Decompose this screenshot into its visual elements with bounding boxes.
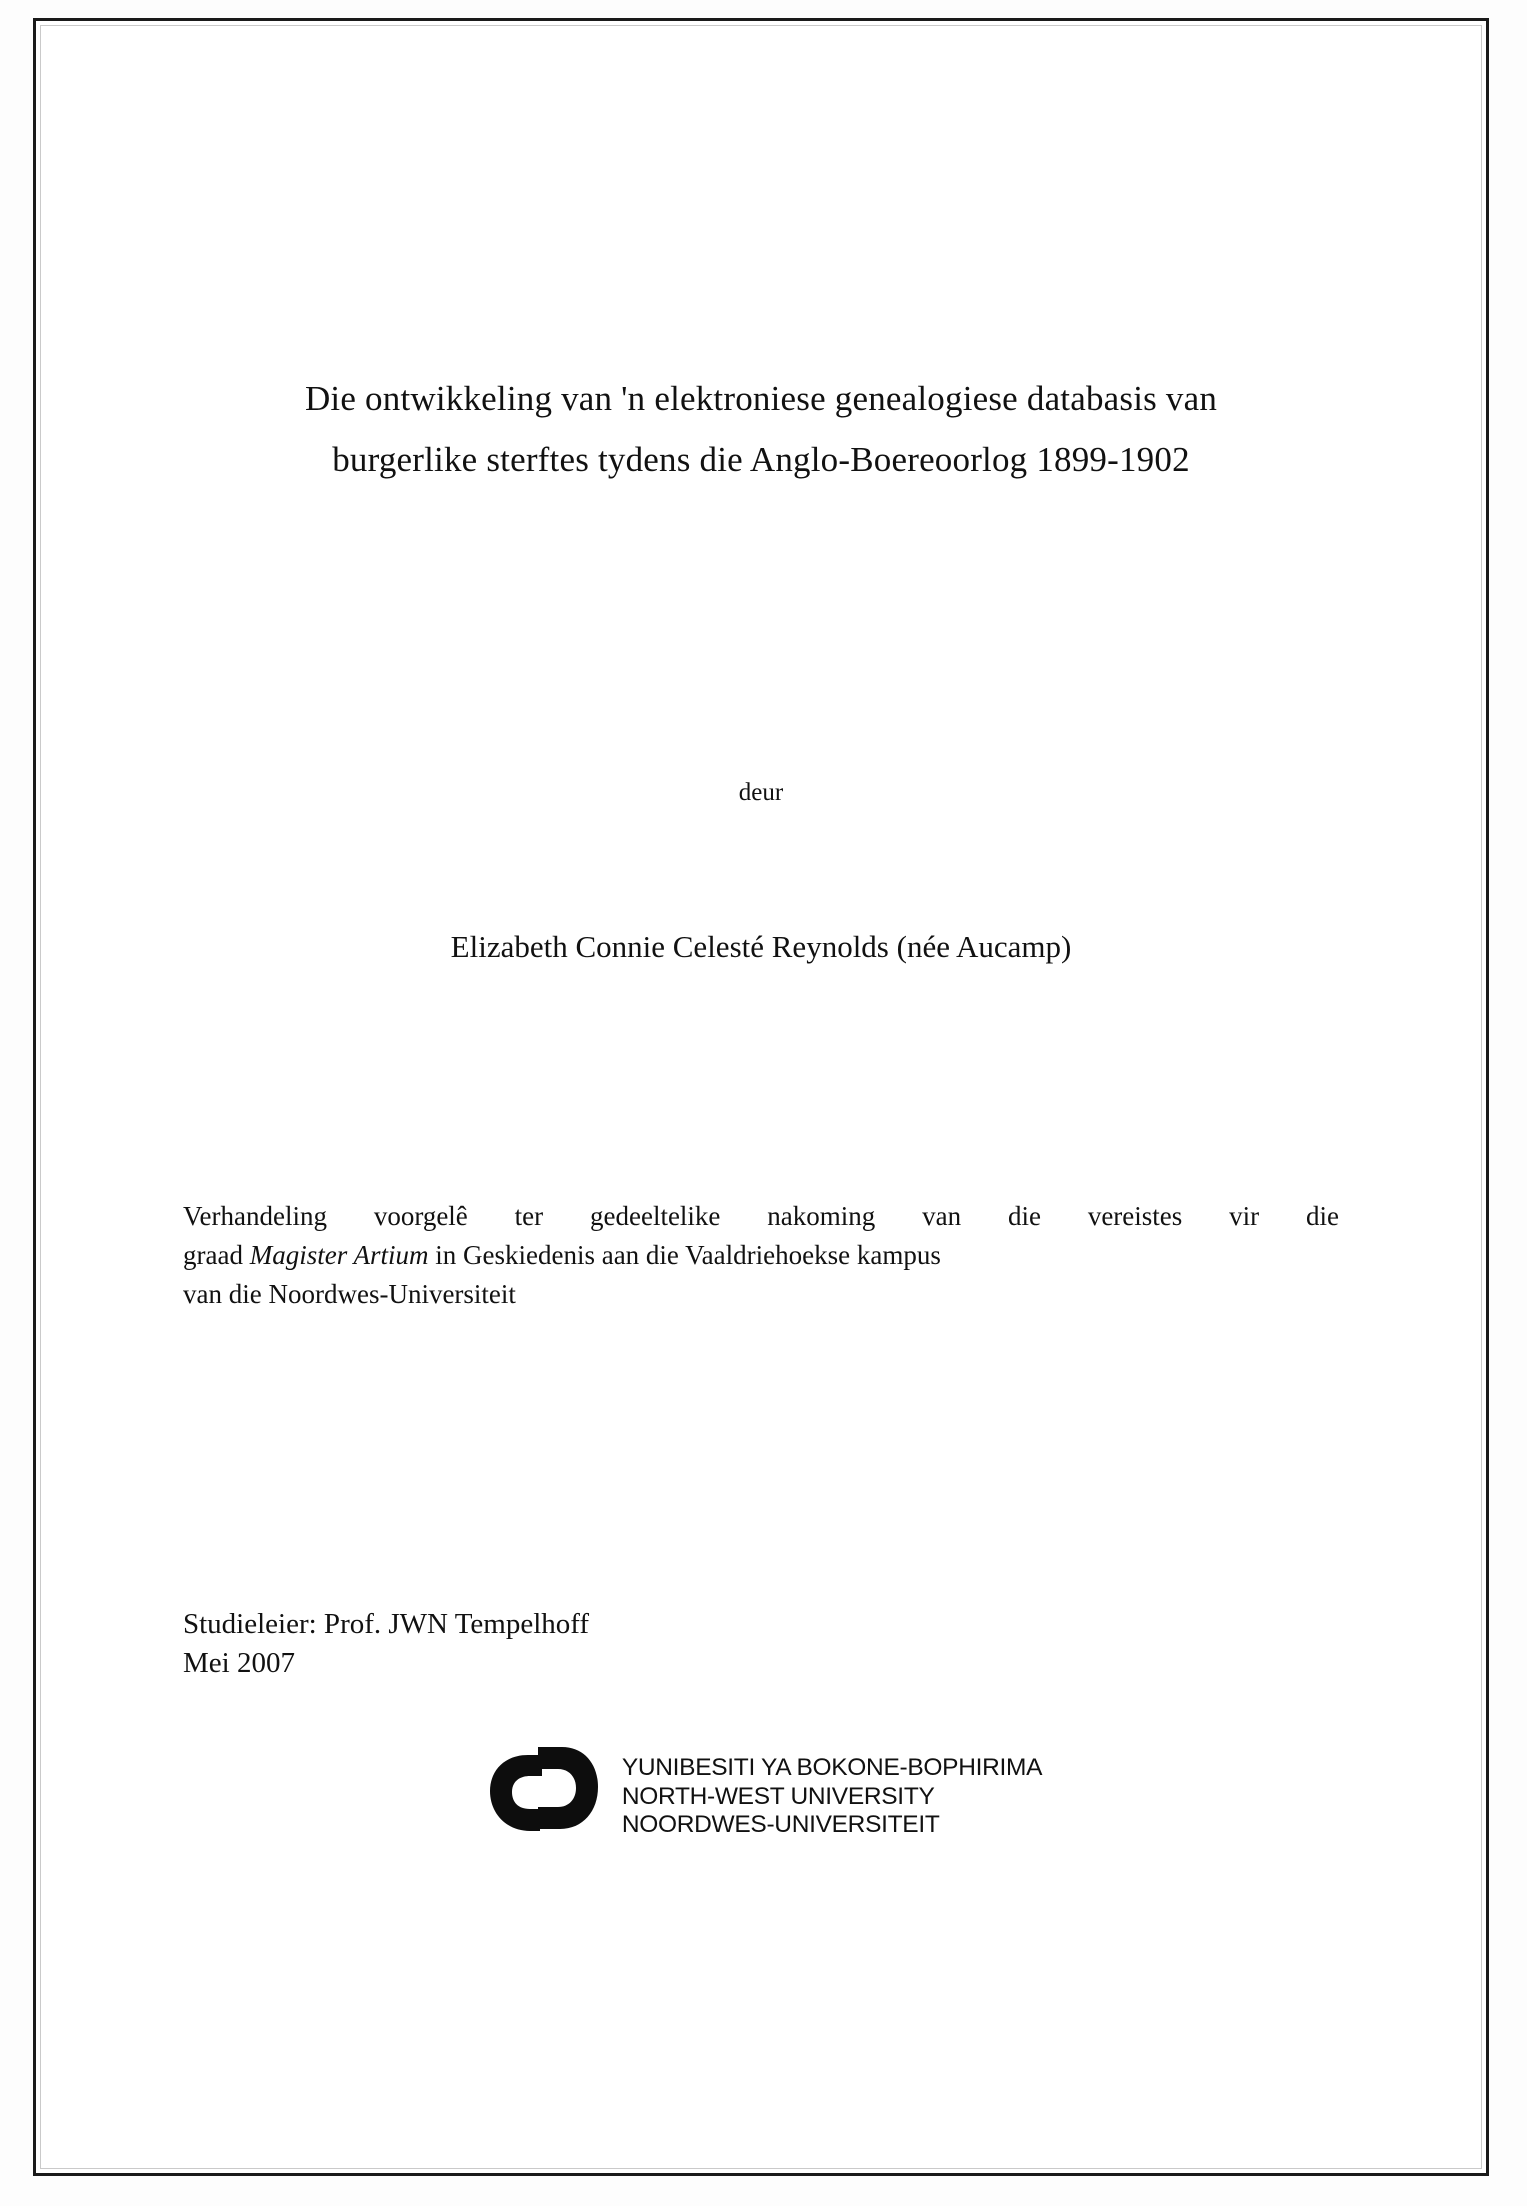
degree-line2-prefix: graad	[183, 1239, 250, 1270]
degree-statement-line-1: Verhandeling voorgelê ter gedeeltelike nakoming van die vereistes vir die	[183, 1200, 1339, 1231]
degree-line2-suffix: in Geskiedenis aan die Vaaldriehoekse kampus	[428, 1239, 941, 1270]
supervisor-and-date	[183, 1605, 1339, 1683]
degree-statement	[183, 1197, 1339, 1315]
degree-statement-line-2	[183, 1236, 1339, 1275]
by-label: deur	[738, 778, 784, 806]
north-west-university-logo-icon	[480, 1745, 612, 1849]
thesis-title	[183, 368, 1339, 491]
title-line-1: Die ontwikkeling van 'n elektroniese genealogiese databasis van	[304, 379, 1218, 418]
logo-text-line-3: NOORDWES-UNIVERSITEIT	[621, 1811, 940, 1839]
date-line: Mei 2007	[183, 1646, 295, 1679]
logo-text-line-2: NORTH-WEST UNIVERSITY	[621, 1782, 935, 1810]
title-line-2: burgerlike sterftes tydens die Anglo-Boereoorlog 1899-1902	[332, 440, 1190, 480]
degree-statement-line-3: van die Noordwes-Universiteit	[183, 1279, 516, 1310]
university-logo	[183, 1745, 1339, 1849]
author-name: Elizabeth Connie Celesté Reynolds (née Aucamp)	[450, 928, 1072, 964]
logo-text-line-1: YUNIBESITI YA BOKONE-BOPHIRIMA	[621, 1754, 1043, 1782]
degree-name-italic: Magister Artium	[249, 1239, 429, 1270]
title-page-content	[33, 18, 1489, 2176]
supervisor-line: Studieleier: Prof. JWN Tempelhoff	[183, 1607, 590, 1640]
university-logo-text	[622, 1754, 1042, 1839]
